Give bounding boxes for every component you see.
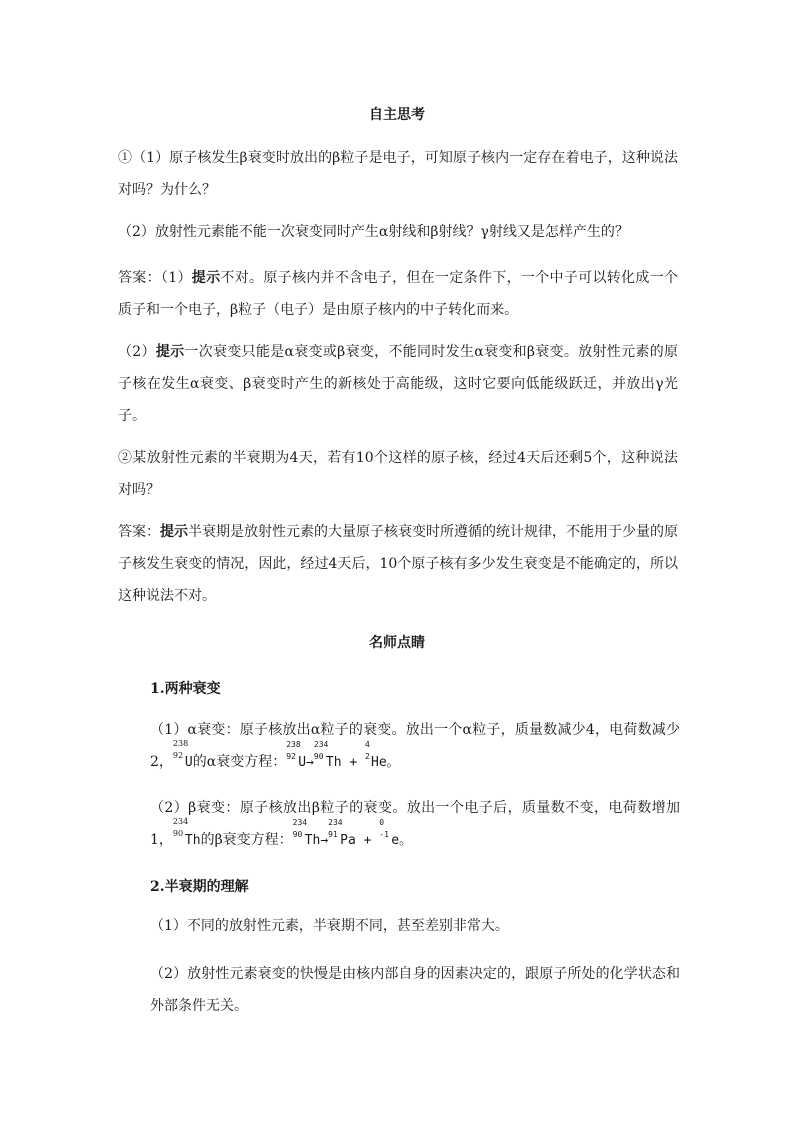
beta-eq-label: 的β衰变方程： [200,832,293,848]
isotope-u238: 238 92 [172,739,189,760]
answer-2 [118,336,678,432]
section-title-self-thinking: 自主思考 [369,107,425,123]
isotope-th234: 234 90 [172,817,189,838]
alpha-decay-paragraph: （1）α衰变：原子核放出α粒子的衰变。放出一个α粒子，质量数减少4，电荷数减少2， 238 92 U的α衰变方程： 238 92 U→ 234 90 Th + 4 2 He。 [150,714,680,779]
answer-3-text: 半衰期是放射性元素的大量原子核衰变时所遵循的统计规律，不能用于少量的原子核发生衰变的情况，因此，经过4天后，10个原子核有多少发生衰变是不能确定的，所以这种说法不对。 [118,524,678,604]
answer-2-prefix: （2） [118,344,156,360]
alpha-equation: 238 92 U→ 234 90 Th + 4 2 He。 [286,740,400,770]
section-title-teacher-notes: 名师点睛 [369,635,425,651]
beta-equation: 234 90 Th→ 234 91 Pa + 0 -1 e。 [292,818,413,848]
question-1-part-2: （2）放射性元素能不能一次衰变同时产生α射线和β射线？γ射线又是怎样产生的？ [118,224,629,240]
subheading-half-life: 2.半衰期的理解 [150,879,249,895]
answer-1 [118,262,678,326]
answer-2-hint: 提示 [155,344,185,360]
subheading-two-decays: 1.两种衰变 [150,681,221,697]
answer-3-hint: 提示 [160,524,188,540]
answer-3-prefix: 答案： [118,524,160,540]
question-2: ②某放射性元素的半衰期为4天，若有10个这样的原子核，经过4天后还剩5个，这种说法对吗？ [118,450,678,498]
answer-1-text: 不对。原子核内并不含电子，但在一定条件下，一个中子可以转化成一个质子和一个电子，β粒子（电子）是由原子核内的中子转化而来。 [118,270,678,318]
half-life-point-2: （2）放射性元素衰变的快慢是由核内部自身的因素决定的，跟原子所处的化学状态和外部条件无关。 [150,966,680,1014]
answer-2-text: 一次衰变只能是α衰变或β衰变，不能同时发生α衰变和β衰变。放射性元素的原子核在发生α衰变、β衰变时产生的新核处于高能级，这时它要向低能级跃迁，并放出γ光子。 [118,344,679,424]
answer-1-prefix: 答案：（1） [118,270,192,286]
answer-1-hint: 提示 [191,270,221,286]
alpha-eq-label: 的α衰变方程： [192,754,287,770]
half-life-point-1: （1）不同的放射性元素，半衰期不同，甚至差别非常大。 [150,918,509,934]
beta-decay-text: （2）β衰变：原子核放出β粒子的衰变。放出一个电子后，质量数不变，电荷数增加1， [150,800,680,848]
question-1: ①（1）原子核发生β衰变时放出的β粒子是电子，可知原子核内一定存在着电子，这种说法对吗？为什么？ [118,150,678,198]
alpha-decay-text: （1）α衰变：原子核放出α粒子的衰变。放出一个α粒子，质量数减少4，电荷数减少2， [150,722,680,770]
beta-decay-paragraph: （2）β衰变：原子核放出β粒子的衰变。放出一个电子后，质量数不变，电荷数增加1， 234 90 Th的β衰变方程： 234 90 Th→ 234 91 Pa + 0 -1 e。 [150,792,680,857]
answer-3 [118,516,678,612]
